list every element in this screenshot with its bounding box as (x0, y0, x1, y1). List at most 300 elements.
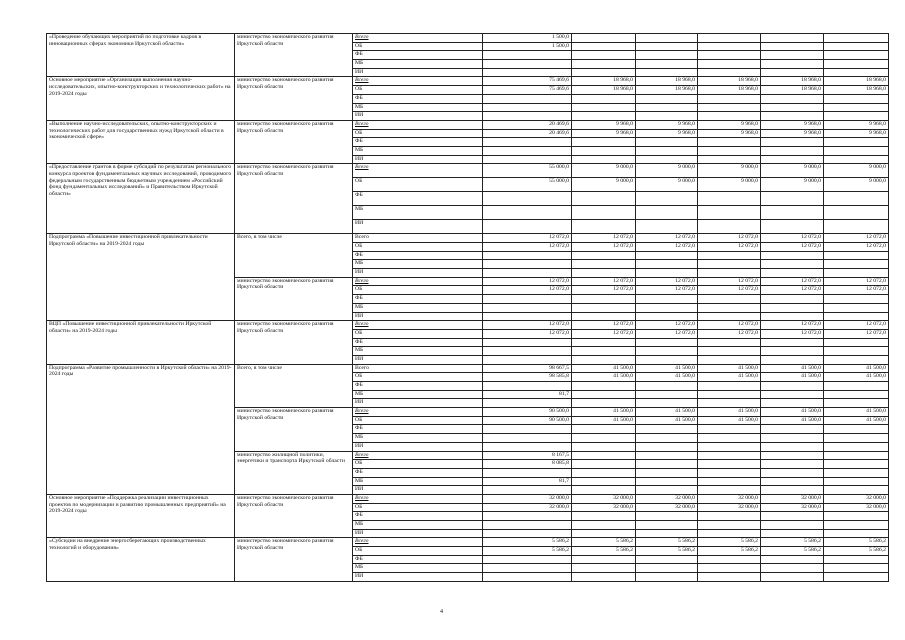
amount-cell: 8 167,5 (483, 451, 572, 460)
funding-source-cell: ОБ (353, 286, 483, 295)
funding-source-cell: ОБ (353, 547, 483, 556)
amount-cell (824, 521, 889, 530)
amount-cell: 12 072,0 (483, 329, 572, 338)
amount-cell (636, 51, 698, 60)
amount-cell (824, 382, 889, 391)
funding-source-cell: ФБ (353, 51, 483, 60)
amount-cell: 1 500,0 (483, 42, 572, 51)
funding-source-cell: ИИ (353, 269, 483, 278)
funding-source-cell: МБ (353, 347, 483, 356)
funding-source-cell: ОБ (353, 503, 483, 512)
funding-source-cell: Всего (353, 408, 483, 417)
amount-cell: 18 968,0 (636, 86, 698, 95)
amount-cell (636, 425, 698, 434)
amount-cell (636, 442, 698, 451)
amount-cell (572, 146, 636, 155)
amount-cell (698, 103, 761, 112)
funding-source-cell: МБ (353, 146, 483, 155)
amount-cell (824, 564, 889, 573)
funding-source-cell: ОБ (353, 373, 483, 382)
amount-cell: 41 500,0 (698, 408, 761, 417)
amount-cell: 12 072,0 (483, 234, 572, 243)
funding-source-cell: ОБ (353, 460, 483, 469)
program-name-cell: Основное мероприятие «Поддержка реализации инвестиционных проектов по модернизации и развитию промышленных предприятий» на 2019-2024 годы (47, 494, 235, 537)
amount-cell (761, 303, 824, 312)
amount-cell (636, 34, 698, 43)
amount-cell: 18 968,0 (572, 77, 636, 86)
amount-cell (824, 146, 889, 155)
amount-cell (824, 155, 889, 164)
amount-cell: 32 000,0 (572, 494, 636, 503)
amount-cell (698, 338, 761, 347)
amount-cell (572, 486, 636, 495)
amount-cell: 20 469,6 (483, 129, 572, 138)
amount-cell (761, 460, 824, 469)
amount-cell: 12 072,0 (761, 277, 824, 286)
page-number: 4 (440, 609, 443, 615)
amount-cell: 32 000,0 (636, 503, 698, 512)
amount-cell (636, 94, 698, 103)
amount-cell: 41 500,0 (824, 373, 889, 382)
amount-cell (636, 460, 698, 469)
amount-cell (572, 155, 636, 164)
amount-cell: 32 000,0 (824, 494, 889, 503)
amount-cell (572, 355, 636, 364)
funding-source-cell: ИИ (353, 355, 483, 364)
amount-cell: 90 500,0 (483, 408, 572, 417)
funding-source-cell: ФБ (353, 382, 483, 391)
budget-table (46, 33, 889, 582)
funding-source-cell: МБ (353, 260, 483, 269)
amount-cell (572, 312, 636, 321)
amount-cell (483, 60, 572, 69)
funding-source-cell: ФБ (353, 512, 483, 521)
amount-cell: 41 500,0 (824, 364, 889, 373)
amount-cell: 5 586,2 (698, 547, 761, 556)
amount-cell (483, 355, 572, 364)
amount-cell (824, 68, 889, 77)
amount-cell: 41 500,0 (572, 364, 636, 373)
table-row (47, 34, 889, 43)
amount-cell (636, 390, 698, 399)
amount-cell (698, 399, 761, 408)
amount-cell: 12 072,0 (698, 243, 761, 252)
amount-cell (483, 434, 572, 443)
amount-cell (636, 112, 698, 121)
amount-cell (636, 220, 698, 234)
amount-cell (761, 564, 824, 573)
responsible-cell: министерство экономического развития Иркутской области (235, 321, 353, 364)
amount-cell (483, 338, 572, 347)
amount-cell: 9 000,0 (698, 164, 761, 178)
amount-cell (824, 192, 889, 206)
funding-source-cell: ОБ (353, 416, 483, 425)
amount-cell (761, 269, 824, 278)
funding-source-cell: МБ (353, 390, 483, 399)
amount-cell (483, 521, 572, 530)
amount-cell (572, 303, 636, 312)
amount-cell (483, 486, 572, 495)
amount-cell (572, 382, 636, 391)
amount-cell (824, 220, 889, 234)
amount-cell (698, 355, 761, 364)
amount-cell: 9 000,0 (698, 178, 761, 192)
amount-cell (761, 51, 824, 60)
funding-source-cell: Всего (353, 234, 483, 243)
amount-cell (483, 312, 572, 321)
amount-cell (483, 94, 572, 103)
amount-cell (483, 399, 572, 408)
amount-cell (698, 312, 761, 321)
amount-cell: 9 000,0 (761, 178, 824, 192)
amount-cell (698, 155, 761, 164)
responsible-cell: министерство экономического развития Иркутской области (235, 408, 353, 451)
responsible-cell: министерство экономического развития Иркутской области (235, 34, 353, 77)
table-row (47, 164, 889, 178)
amount-cell: 8 085,8 (483, 460, 572, 469)
amount-cell (824, 390, 889, 399)
amount-cell: 12 072,0 (572, 329, 636, 338)
amount-cell (636, 486, 698, 495)
responsible-cell: министерство экономического развития Иркутской области (235, 494, 353, 537)
amount-cell: 18 968,0 (824, 86, 889, 95)
amount-cell: 41 500,0 (761, 373, 824, 382)
amount-cell (636, 355, 698, 364)
amount-cell (572, 434, 636, 443)
amount-cell (636, 382, 698, 391)
funding-source-cell: ФБ (353, 425, 483, 434)
amount-cell (572, 564, 636, 573)
amount-cell (761, 94, 824, 103)
amount-cell (761, 155, 824, 164)
amount-cell: 32 000,0 (698, 503, 761, 512)
funding-source-cell: ИИ (353, 399, 483, 408)
amount-cell (698, 521, 761, 530)
amount-cell: 12 072,0 (824, 277, 889, 286)
amount-cell (572, 451, 636, 460)
amount-cell: 12 072,0 (698, 234, 761, 243)
funding-source-cell: ИИ (353, 312, 483, 321)
amount-cell (761, 103, 824, 112)
amount-cell (698, 468, 761, 477)
amount-cell: 9 968,0 (824, 129, 889, 138)
funding-source-cell: МБ (353, 564, 483, 573)
amount-cell: 5 586,2 (636, 547, 698, 556)
amount-cell: 12 072,0 (761, 321, 824, 330)
amount-cell (572, 399, 636, 408)
amount-cell: 12 072,0 (636, 286, 698, 295)
amount-cell: 12 072,0 (636, 234, 698, 243)
funding-source-cell: ФБ (353, 192, 483, 206)
responsible-cell: министерство экономического развития Иркутской области (235, 120, 353, 163)
amount-cell (698, 34, 761, 43)
amount-cell: 41 500,0 (636, 408, 698, 417)
funding-source-cell: Всего (353, 538, 483, 547)
amount-cell: 12 072,0 (824, 329, 889, 338)
amount-cell (483, 468, 572, 477)
amount-cell (824, 425, 889, 434)
amount-cell (761, 468, 824, 477)
amount-cell (572, 573, 636, 582)
amount-cell (761, 399, 824, 408)
amount-cell (824, 512, 889, 521)
amount-cell: 12 072,0 (636, 329, 698, 338)
amount-cell: 41 500,0 (698, 416, 761, 425)
amount-cell (636, 260, 698, 269)
amount-cell (483, 555, 572, 564)
amount-cell: 9 968,0 (636, 120, 698, 129)
amount-cell (761, 60, 824, 69)
amount-cell (698, 303, 761, 312)
amount-cell: 18 968,0 (824, 77, 889, 86)
amount-cell (636, 303, 698, 312)
amount-cell: 12 072,0 (824, 321, 889, 330)
amount-cell: 9 968,0 (698, 120, 761, 129)
amount-cell: 90 500,0 (483, 416, 572, 425)
amount-cell: 98 667,5 (483, 364, 572, 373)
amount-cell: 9 968,0 (824, 120, 889, 129)
amount-cell (824, 103, 889, 112)
amount-cell (636, 312, 698, 321)
amount-cell (572, 295, 636, 304)
amount-cell (824, 34, 889, 43)
amount-cell (636, 269, 698, 278)
amount-cell (698, 486, 761, 495)
amount-cell (636, 295, 698, 304)
amount-cell (483, 51, 572, 60)
amount-cell (698, 460, 761, 469)
amount-cell: 32 000,0 (824, 503, 889, 512)
amount-cell (636, 477, 698, 486)
amount-cell (636, 451, 698, 460)
amount-cell (636, 338, 698, 347)
amount-cell (698, 451, 761, 460)
amount-cell (698, 442, 761, 451)
amount-cell: 18 968,0 (698, 86, 761, 95)
amount-cell (761, 42, 824, 51)
amount-cell (698, 269, 761, 278)
amount-cell (761, 425, 824, 434)
amount-cell: 32 000,0 (572, 503, 636, 512)
program-name-cell: Подпрограмма «Развитие промышленности в Иркутской области» на 2019-2024 годы (47, 364, 235, 494)
amount-cell: 81,7 (483, 390, 572, 399)
amount-cell: 20 469,6 (483, 120, 572, 129)
amount-cell (698, 564, 761, 573)
funding-source-cell: ИИ (353, 155, 483, 164)
amount-cell (636, 251, 698, 260)
funding-source-cell: МБ (353, 521, 483, 530)
amount-cell: 32 000,0 (483, 503, 572, 512)
amount-cell (761, 338, 824, 347)
amount-cell: 18 968,0 (636, 77, 698, 86)
amount-cell: 9 968,0 (636, 129, 698, 138)
amount-cell (698, 434, 761, 443)
program-name-cell: ВЦП «Повышение инвестиционной привлекательности Иркутской области» на 2019-2024 годы (47, 321, 235, 364)
amount-cell (572, 442, 636, 451)
amount-cell: 12 072,0 (761, 243, 824, 252)
amount-cell (572, 347, 636, 356)
amount-cell (572, 42, 636, 51)
funding-source-cell: МБ (353, 477, 483, 486)
funding-source-cell: ИИ (353, 112, 483, 121)
amount-cell (824, 573, 889, 582)
amount-cell: 9 000,0 (636, 164, 698, 178)
amount-cell (761, 434, 824, 443)
amount-cell (636, 138, 698, 147)
amount-cell: 5 586,2 (824, 538, 889, 547)
amount-cell (483, 206, 572, 220)
amount-cell: 5 586,2 (824, 547, 889, 556)
amount-cell (572, 206, 636, 220)
amount-cell (761, 512, 824, 521)
amount-cell (761, 295, 824, 304)
funding-source-cell: ИИ (353, 442, 483, 451)
amount-cell (483, 442, 572, 451)
funding-source-cell: Всего (353, 164, 483, 178)
amount-cell (698, 382, 761, 391)
amount-cell (761, 521, 824, 530)
amount-cell (483, 295, 572, 304)
amount-cell: 9 000,0 (761, 164, 824, 178)
amount-cell (824, 399, 889, 408)
amount-cell (761, 529, 824, 538)
funding-source-cell: Всего (353, 77, 483, 86)
amount-cell (483, 529, 572, 538)
amount-cell: 41 500,0 (636, 373, 698, 382)
funding-source-cell: ФБ (353, 94, 483, 103)
amount-cell: 12 072,0 (572, 234, 636, 243)
funding-source-cell: Всего (353, 277, 483, 286)
amount-cell (761, 451, 824, 460)
amount-cell (572, 425, 636, 434)
amount-cell (572, 521, 636, 530)
amount-cell: 32 000,0 (636, 494, 698, 503)
funding-source-cell: ОБ (353, 42, 483, 51)
amount-cell (824, 347, 889, 356)
amount-cell (761, 312, 824, 321)
funding-source-cell: ФБ (353, 338, 483, 347)
amount-cell: 9 000,0 (572, 178, 636, 192)
amount-cell: 12 072,0 (698, 277, 761, 286)
amount-cell: 12 072,0 (761, 286, 824, 295)
amount-cell (698, 390, 761, 399)
amount-cell (761, 442, 824, 451)
amount-cell: 32 000,0 (483, 494, 572, 503)
amount-cell (761, 347, 824, 356)
funding-source-cell: ИИ (353, 573, 483, 582)
amount-cell (824, 138, 889, 147)
funding-source-cell: ИИ (353, 529, 483, 538)
amount-cell (572, 192, 636, 206)
amount-cell (761, 251, 824, 260)
amount-cell (761, 355, 824, 364)
amount-cell: 12 072,0 (824, 286, 889, 295)
amount-cell: 5 586,2 (572, 538, 636, 547)
funding-source-cell: ИИ (353, 68, 483, 77)
amount-cell (572, 251, 636, 260)
amount-cell (572, 112, 636, 121)
amount-cell: 12 072,0 (572, 243, 636, 252)
amount-cell: 41 500,0 (572, 373, 636, 382)
amount-cell (483, 103, 572, 112)
amount-cell (824, 468, 889, 477)
funding-source-cell: ОБ (353, 243, 483, 252)
table-row (47, 77, 889, 86)
amount-cell: 18 968,0 (761, 86, 824, 95)
amount-cell (572, 390, 636, 399)
amount-cell (698, 425, 761, 434)
amount-cell (483, 192, 572, 206)
amount-cell (636, 521, 698, 530)
amount-cell (698, 112, 761, 121)
amount-cell (698, 251, 761, 260)
amount-cell (572, 220, 636, 234)
amount-cell (824, 442, 889, 451)
amount-cell: 9 968,0 (761, 120, 824, 129)
program-name-cell: Подпрограмма «Повышение инвестиционной привлекательности Иркутской области» на 2019-2024 годы (47, 234, 235, 321)
amount-cell (698, 529, 761, 538)
amount-cell (761, 138, 824, 147)
amount-cell (824, 486, 889, 495)
amount-cell (483, 573, 572, 582)
amount-cell: 12 072,0 (572, 286, 636, 295)
amount-cell (483, 251, 572, 260)
amount-cell (572, 260, 636, 269)
amount-cell: 41 500,0 (636, 416, 698, 425)
funding-source-cell: ФБ (353, 138, 483, 147)
amount-cell: 12 072,0 (483, 321, 572, 330)
amount-cell (483, 220, 572, 234)
amount-cell (761, 192, 824, 206)
amount-cell: 5 586,2 (636, 538, 698, 547)
funding-source-cell: МБ (353, 434, 483, 443)
amount-cell: 18 968,0 (572, 86, 636, 95)
amount-cell (698, 555, 761, 564)
funding-source-cell: Всего (353, 120, 483, 129)
amount-cell (636, 42, 698, 51)
amount-cell: 12 072,0 (698, 329, 761, 338)
amount-cell (824, 303, 889, 312)
amount-cell (483, 68, 572, 77)
amount-cell: 12 072,0 (636, 243, 698, 252)
funding-source-cell: ОБ (353, 86, 483, 95)
amount-cell: 9 000,0 (824, 164, 889, 178)
amount-cell: 18 968,0 (761, 77, 824, 86)
amount-cell (636, 468, 698, 477)
amount-cell (572, 103, 636, 112)
amount-cell (824, 355, 889, 364)
amount-cell: 41 500,0 (572, 416, 636, 425)
amount-cell (572, 338, 636, 347)
funding-source-cell: МБ (353, 303, 483, 312)
amount-cell (698, 146, 761, 155)
amount-cell: 32 000,0 (761, 503, 824, 512)
amount-cell (636, 564, 698, 573)
amount-cell (636, 573, 698, 582)
amount-cell (483, 382, 572, 391)
amount-cell (824, 251, 889, 260)
amount-cell (636, 60, 698, 69)
amount-cell (572, 555, 636, 564)
amount-cell (698, 42, 761, 51)
program-name-cell: «Выполнение научно-исследовательских, опытно-конструкторских и технологических работ для государственных нужд Иркутской области в экономической сфере» (47, 120, 235, 163)
amount-cell (636, 399, 698, 408)
amount-cell (572, 34, 636, 43)
amount-cell: 5 586,2 (483, 547, 572, 556)
amount-cell: 41 500,0 (761, 408, 824, 417)
funding-source-cell: ФБ (353, 295, 483, 304)
responsible-cell: министерство экономического развития Иркутской области (235, 277, 353, 320)
